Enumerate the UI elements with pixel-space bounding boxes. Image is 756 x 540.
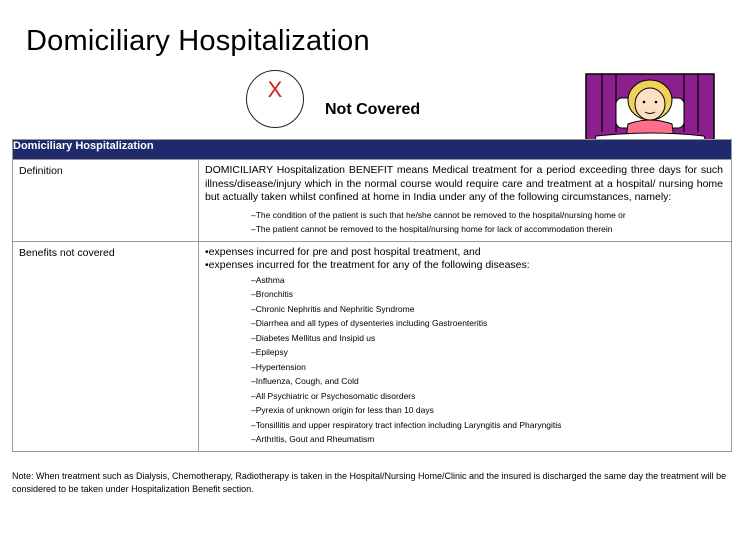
table-header <box>13 140 732 160</box>
bullet-item: •expenses incurred for the treatment for any of the following diseases: <box>205 259 530 271</box>
row-value-benefits-not-covered <box>199 241 732 451</box>
list-item: –Diabetes Mellitus and Insipid us <box>251 332 376 343</box>
list-item: –Tonsillitis and upper respiratory tract infection including Laryngitis and Pharyngitis <box>251 419 562 430</box>
status-circle <box>246 70 304 128</box>
list-item: –Hypertension <box>251 361 306 372</box>
close-icon: X <box>267 77 283 102</box>
list-item: –Epilepsy <box>251 347 288 357</box>
definition-text: DOMICILIARY Hospitalization BENEFIT means Medical treatment for a period exceeding three days for such illness/disease/injury which in the normal course would require care and treatment at a hospital/ nursing home but actually taken whilst confined at home in India under any of the following circumstances, namely: <box>205 164 723 203</box>
list-item: –The patient cannot be removed to the hospital/nursing home for lack of accommodation therein <box>251 224 613 234</box>
list-item: –Bronchitis <box>251 289 294 299</box>
row-label-definition: Definition <box>13 160 199 242</box>
list-item: –Pyrexia of unknown origin for less than 10 days <box>251 405 434 415</box>
list-item: –The condition of the patient is such that he/she cannot be removed to the hospital/nursing home or <box>251 209 626 220</box>
footnote: Note: When treatment such as Dialysis, Chemotherapy, Radiotherapy is taken in the Hospital/Nursing Home/Clinic and the insured is discharged the same day the treatment will be considered to be taken under Hospitalization Benefit section. <box>12 471 727 494</box>
list-item: –Arthritis, Gout and Rheumatism <box>251 434 375 444</box>
table-row <box>13 160 732 242</box>
list-item: –Asthma <box>251 274 285 285</box>
status-label: Not Covered <box>325 101 421 118</box>
page-title: Domiciliary Hospitalization <box>26 25 370 57</box>
table-row <box>13 241 732 451</box>
list-item: –Diarrhea and all types of dysenteries including Gastroenteritis <box>251 318 488 328</box>
table-header-title: Domiciliary Hospitalization <box>13 140 732 160</box>
row-value-definition <box>199 160 732 242</box>
list-item: –Chronic Nephritis and Nephritic Syndrome <box>251 303 415 314</box>
list-item: –Influenza, Cough, and Cold <box>251 376 359 386</box>
row-label-benefits-not-covered: Benefits not covered <box>13 241 199 451</box>
benefit-table <box>12 139 732 452</box>
list-item: –All Psychiatric or Psychosomatic disorders <box>251 390 416 401</box>
bullet-item: •expenses incurred for pre and post hospital treatment, and <box>205 245 481 258</box>
